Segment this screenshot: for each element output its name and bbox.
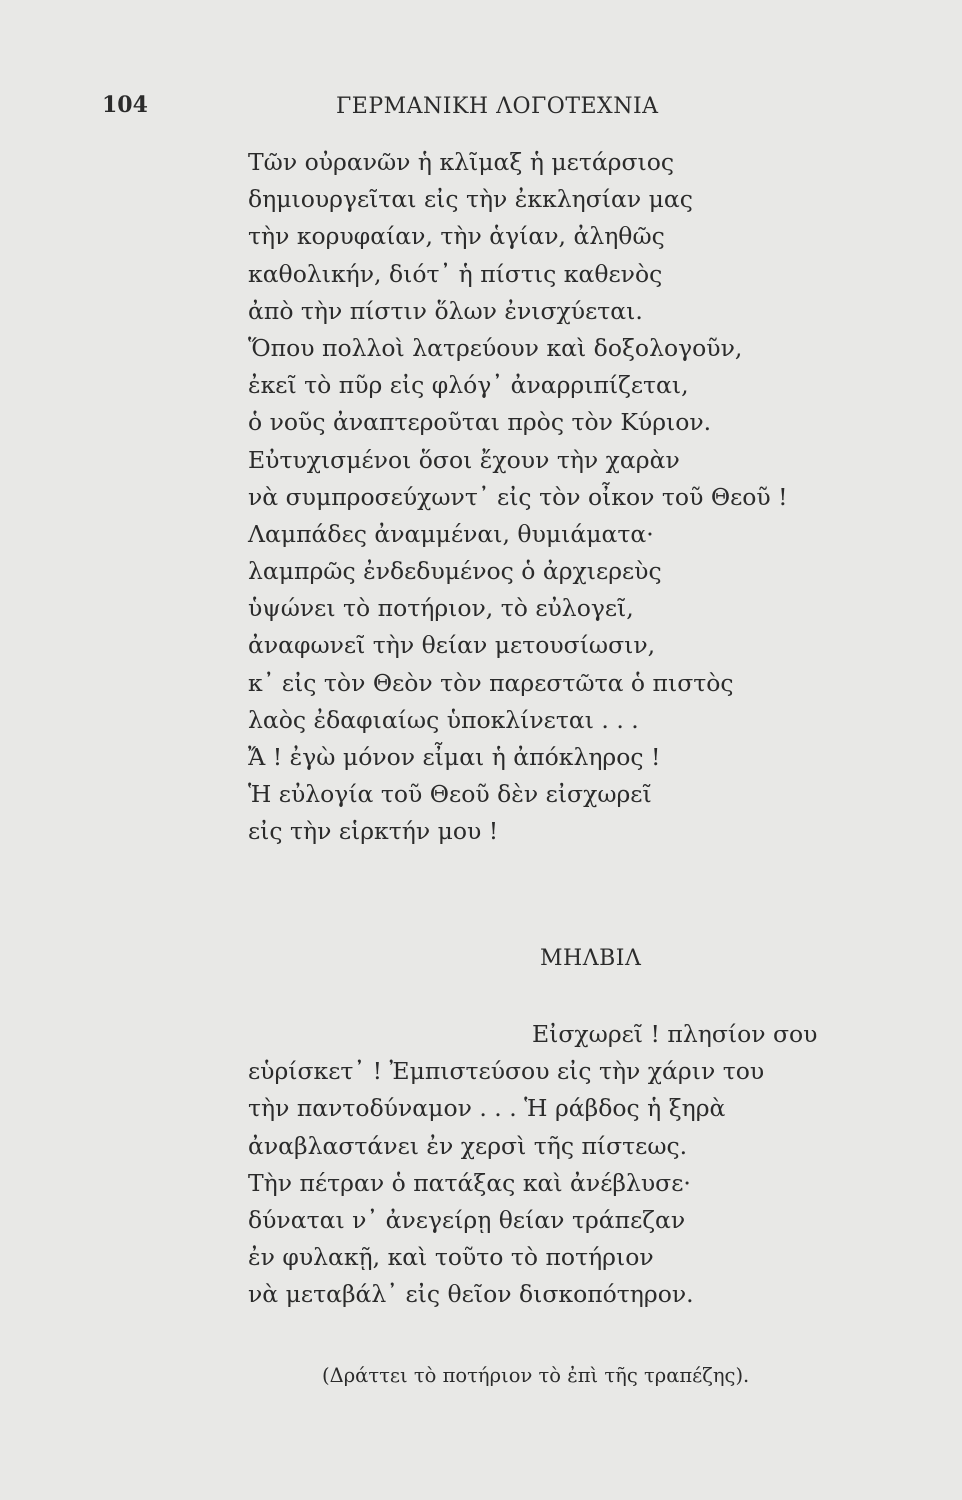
speech-line: δύναται ν᾽ ἀνεγείρῃ θείαν τράπεζαν [248, 1205, 686, 1234]
speech-line: εὑρίσκετ᾽ ! Ἐμπιστεύσου εἰς τὴν χάριν του [248, 1057, 765, 1086]
poem-line: ἐκεῖ τὸ πῦρ εἰς φλόγ᾽ ἀναρριπίζεται, [248, 371, 689, 400]
poem-line: Λαμπάδες ἀναμμέναι, θυμιάματα· [248, 519, 654, 548]
stage-direction: (Δράττει τὸ ποτήριον τὸ ἐπὶ τῆς τραπέζης). [322, 1364, 750, 1387]
speech-line: ἀναβλαστάνει ἐν χερσὶ τῆς πίστεως. [248, 1131, 688, 1160]
poem-line: ὁ νοῦς ἀναπτεροῦται πρὸς τὸν Κύριον. [248, 408, 712, 437]
running-head: ΓΕΡΜΑΝΙΚΗ ΛΟΓΟΤΕΧΝΙΑ [336, 94, 659, 119]
poem-line: ἀναφωνεῖ τὴν θείαν μετουσίωσιν, [248, 631, 656, 660]
poem-line: δημιουργεῖται εἰς τὴν ἐκκλησίαν μας [248, 185, 693, 214]
poem-line: Ἄ ! ἐγὼ μόνον εἶμαι ἡ ἀπόκληρος ! [248, 743, 661, 771]
speech-line: Τὴν πέτραν ὁ πατάξας καὶ ἀνέβλυσε· [248, 1168, 691, 1197]
speech-line: νὰ μεταβάλ᾽ εἰς θεῖον δισκοπότηρον. [248, 1280, 694, 1309]
poem-line: ἀπὸ τὴν πίστιν ὅλων ἐνισχύεται. [248, 296, 643, 325]
poem-line: Ἡ εὐλογία τοῦ Θεοῦ δὲν εἰσχωρεῖ [248, 780, 652, 809]
speaker-name: ΜΗΛΒΙΛ [540, 946, 642, 971]
poem-line: Τῶν οὐρανῶν ἡ κλῖμαξ ἡ μετάρσιος [248, 148, 675, 176]
poem-line: κ᾽ εἰς τὸν Θεὸν τὸν παρεστῶτα ὁ πιστὸς [248, 668, 734, 697]
poem-line: νὰ συμπροσεύχωντ᾽ εἰς τὸν οἶκον τοῦ Θεοῦ ! [248, 482, 788, 511]
poem-line: λαμπρῶς ἐνδεδυμένος ὁ ἀρχιερεὺς [248, 557, 662, 586]
poem-line: καθολικήν, διότ᾽ ἡ πίστις καθενὸς [248, 259, 663, 288]
poem-line: Ὅπου πολλοὶ λατρεύουν καὶ δοξολογοῦν, [248, 333, 743, 362]
poem-stanza [248, 144, 788, 851]
poem-line: λαὸς ἐδαφιαίως ὑποκλίνεται . . . [248, 705, 639, 734]
poem-line: ὑψώνει τὸ ποτήριον, τὸ εὐλογεῖ, [248, 594, 634, 623]
speech-line: Εἰσχωρεῖ ! πλησίον σου [532, 1020, 818, 1048]
speech-line: τὴν παντοδύναμον . . . Ἡ ράβδος ἡ ξηρὰ [248, 1094, 726, 1123]
page-number: 104 [102, 92, 148, 118]
speech-line: ἐν φυλακῇ, καὶ τοῦτο τὸ ποτήριον [248, 1243, 654, 1272]
poem-line: Εὐτυχισμένοι ὅσοι ἔχουν τὴν χαρὰν [248, 445, 680, 474]
poem-line: εἰς τὴν εἱρκτήν μου ! [248, 817, 499, 846]
poem-line: τὴν κορυφαίαν, τὴν ἁγίαν, ἀληθῶς [248, 222, 665, 251]
speech-lines [248, 1016, 817, 1314]
